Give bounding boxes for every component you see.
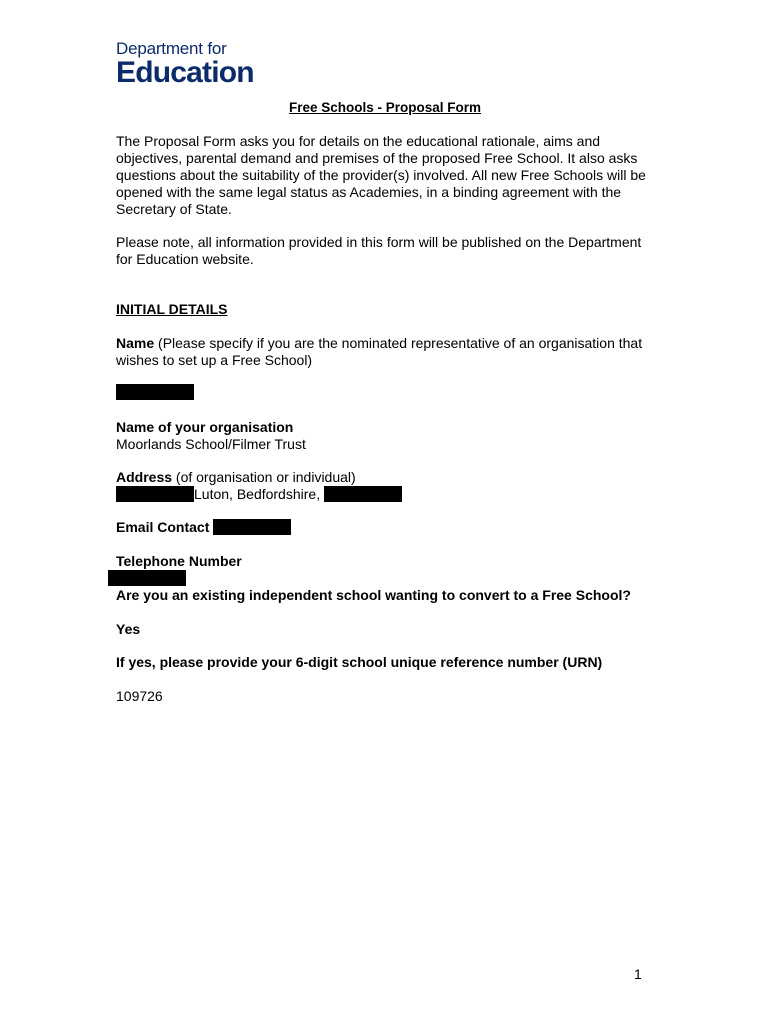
urn-value: 109726: [116, 688, 163, 704]
intro-paragraph-1: The Proposal Form asks you for details on the educational rationale, aims and objectives, parental demand and premises of the proposed Free School. It also asks questions about the suitability of the provider(s) involved. All new Free Schools will be opened with the same legal status as Academies, in a binding agreement with the Secretary of State.: [116, 133, 646, 217]
redacted-address-postcode: [324, 486, 402, 502]
address-label: Address: [116, 469, 173, 485]
dfe-logo: [116, 40, 254, 88]
organisation-value: Moorlands School/Filmer Trust: [116, 436, 306, 452]
existing-school-question: Are you an existing independent school wanting to convert to a Free School?: [116, 587, 631, 603]
intro-paragraph-2: Please note, all information provided in this form will be published on the Department for Education website.: [116, 234, 642, 267]
name-hint: (Please specify if you are the nominated representative of an organisation that wishes to set up a Free School): [116, 335, 643, 368]
redacted-name: [116, 384, 194, 400]
address-field: [116, 469, 656, 503]
initial-details-heading: INITIAL DETAILS: [116, 301, 228, 317]
existing-school-answer: Yes: [116, 621, 141, 637]
redacted-email: [213, 519, 291, 535]
page-title: Free Schools - Proposal Form: [288, 100, 482, 115]
organisation-field: [116, 419, 656, 453]
page-number: 1: [634, 966, 642, 982]
phone-field: [116, 553, 656, 570]
urn-question: If yes, please provide your 6-digit school unique reference number (URN): [116, 654, 603, 670]
logo-line-department: Department for: [116, 39, 227, 58]
redacted-phone: [108, 570, 186, 586]
redacted-address-street: [116, 486, 194, 502]
email-field: [116, 519, 656, 536]
phone-label: Telephone Number: [116, 553, 242, 569]
address-hint: (of organisation or individual): [172, 469, 356, 485]
name-field-label: [116, 335, 656, 369]
email-label: Email Contact: [116, 519, 214, 535]
address-value: Luton, Bedfordshire,: [194, 486, 324, 502]
organisation-label: Name of your organisation: [116, 419, 294, 435]
name-label: Name: [116, 335, 155, 351]
logo-line-education: Education: [116, 56, 254, 89]
